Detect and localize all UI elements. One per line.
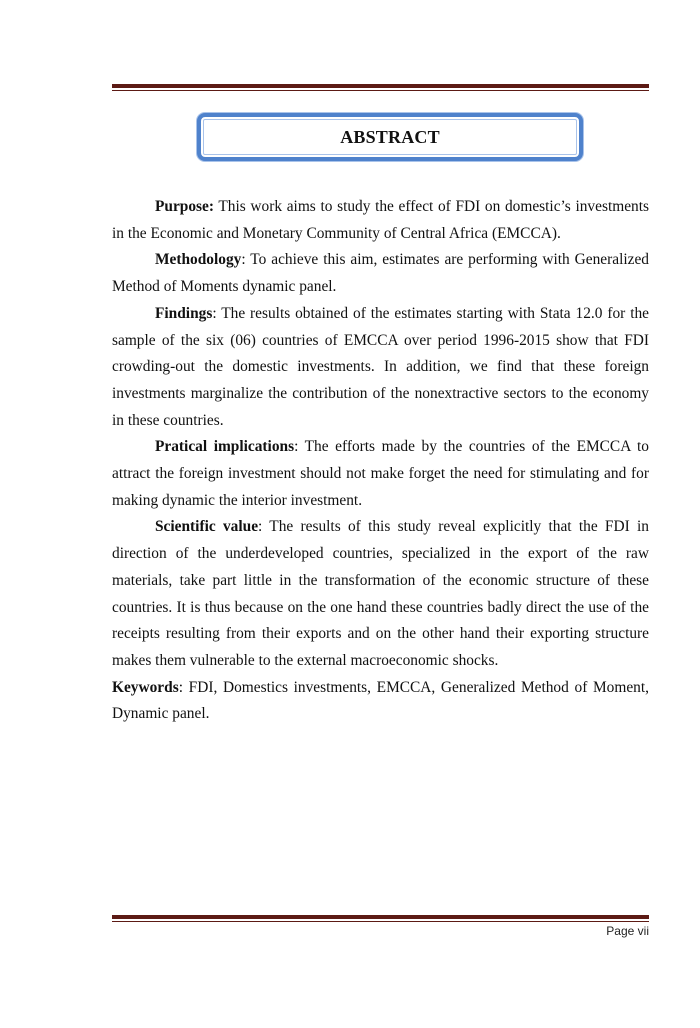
methodology-label: Methodology	[155, 251, 242, 269]
findings-label: Findings	[155, 304, 213, 322]
abstract-title: ABSTRACT	[340, 126, 440, 147]
scientific-label: Scientific value	[155, 518, 259, 536]
purpose-paragraph	[112, 194, 649, 247]
purpose-label: Purpose:	[155, 198, 214, 215]
header-rule-thick	[112, 84, 649, 88]
findings-text: : The results obtained of the estimates starting with Stata 12.0 for the sample of the six (06) countries of EMCCA over period 1996-2015 show that FDI crowding-out the domestic investments. In addition, we find that these foreign investments marginalize the contribution of the nonextractive sectors to the economy in these countries.	[112, 304, 649, 429]
findings-paragraph	[112, 301, 649, 435]
methodology-paragraph	[112, 247, 649, 300]
footer-rule-thick	[112, 915, 649, 919]
methodology-text: : To achieve this aim, estimates are performing with Generalized Method of Moments dynamic panel.	[112, 251, 649, 296]
scientific-paragraph	[112, 514, 649, 674]
keywords-label: Keywords	[112, 678, 179, 696]
practical-text: : The efforts made by the countries of the EMCCA to attract the foreign investment should not make forget the need for stimulating and for making dynamic the interior investment.	[112, 438, 649, 509]
purpose-text: This work aims to study the effect of FDI on domestic’s investments in the Economic and Monetary Community of Central Africa (EMCCA).	[112, 198, 649, 242]
page-number: Page vii	[606, 924, 649, 938]
practical-paragraph	[112, 434, 649, 514]
scientific-text: : The results of this study reveal explicitly that the FDI in direction of the underdeveloped countries, specialized in the export of the raw materials, take part little in the transformation of the economic structure of these countries. It is thus because on the one hand these countries badly direct the use of the receipts resulting from their exports and on the other hand their exporting structure makes them vulnerable to the external macroeconomic shocks.	[112, 518, 649, 669]
abstract-body	[112, 194, 649, 728]
header-rule-thin	[112, 90, 649, 91]
keywords-paragraph	[112, 675, 649, 728]
practical-label: Pratical implications	[155, 438, 295, 456]
footer-rule-thin	[112, 921, 649, 922]
keywords-text: : FDI, Domestics investments, EMCCA, Generalized Method of Moment, Dynamic panel.	[112, 678, 649, 723]
abstract-title-box	[197, 113, 583, 161]
